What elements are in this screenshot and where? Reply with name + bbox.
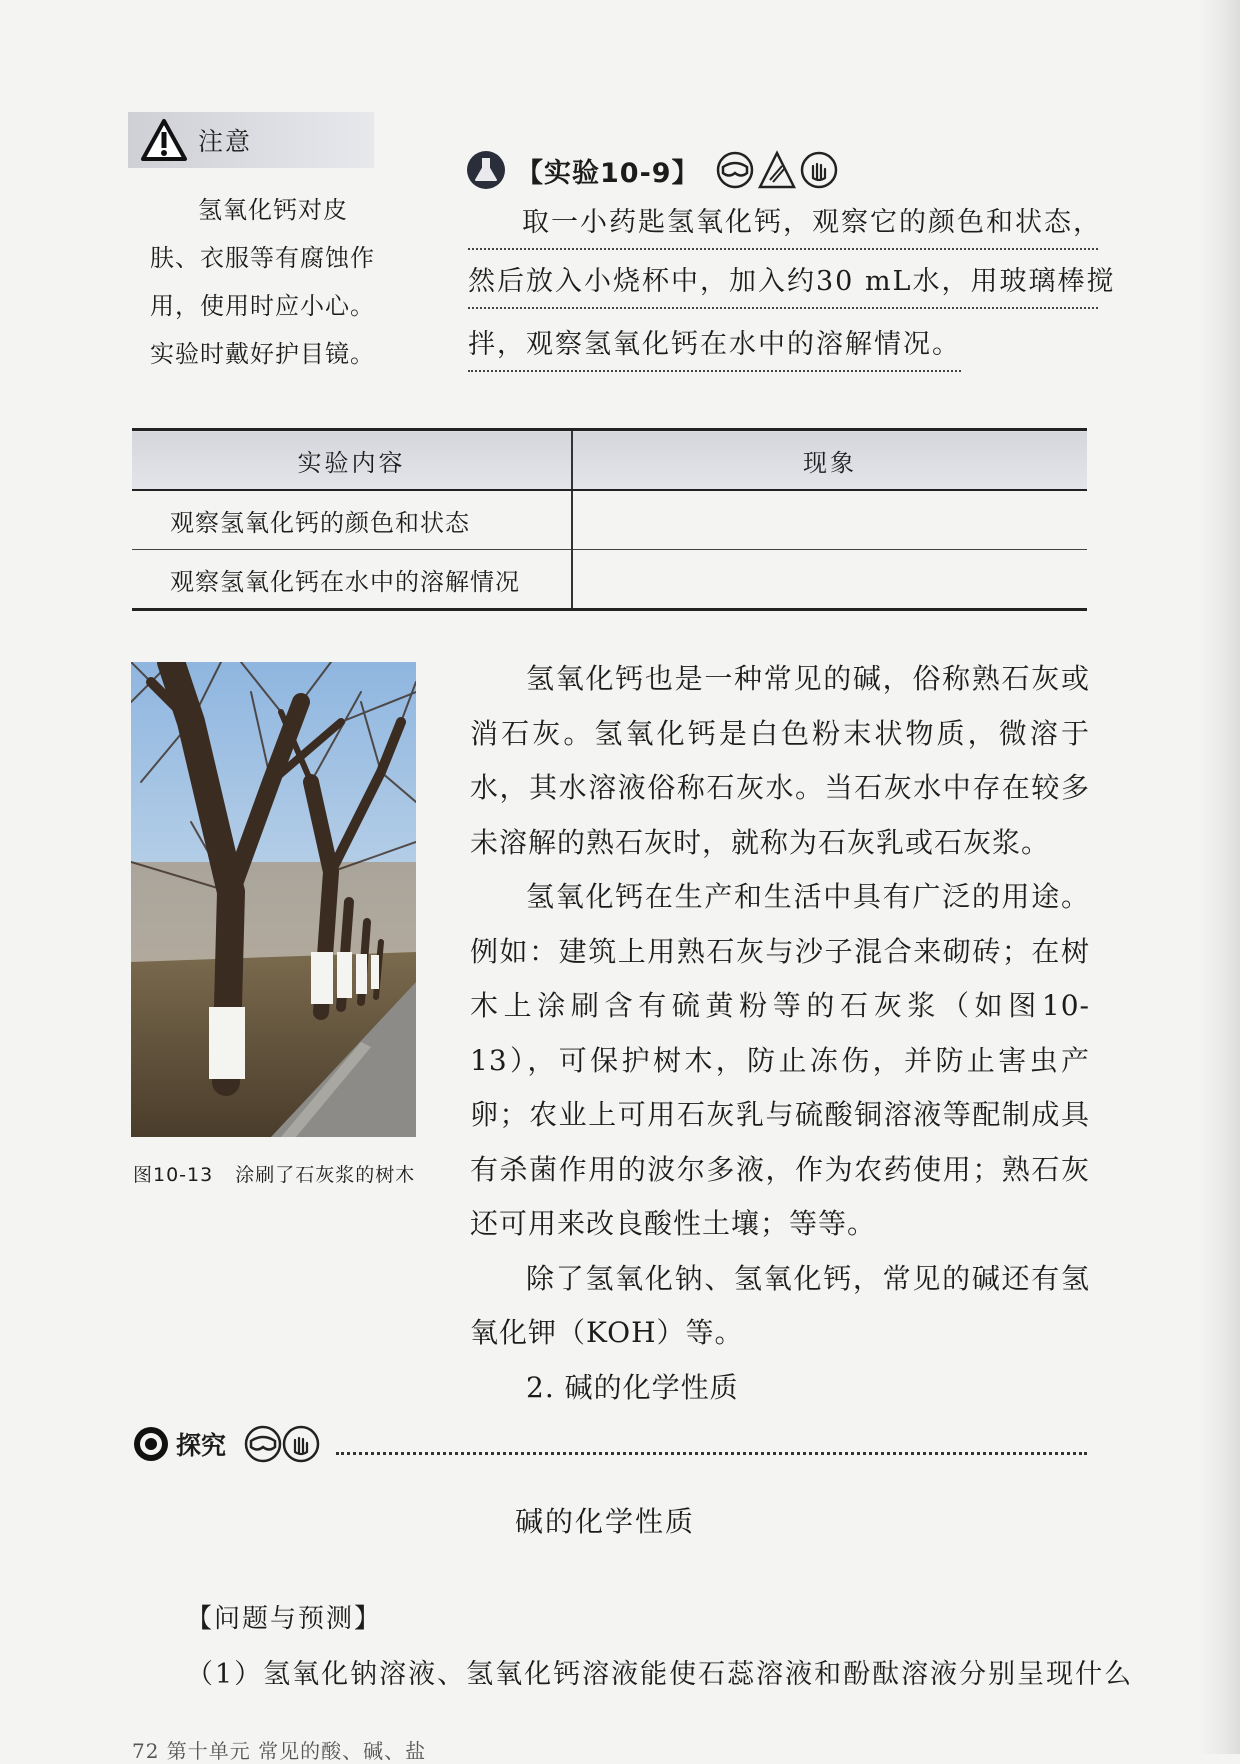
experiment-header xyxy=(466,150,838,190)
experiment-line: 取一小药匙氢氧化钙，观察它的颜色和状态， xyxy=(468,198,1098,250)
warning-triangle-icon xyxy=(140,118,188,162)
goggles-icon xyxy=(244,1424,282,1464)
main-text xyxy=(470,652,1090,1415)
warning-line: 氢氧化钙对皮 xyxy=(198,196,348,224)
page-footer: 72 第十单元 常见的酸、碱、盐 xyxy=(132,1739,427,1763)
warning-line: 用，使用时应小心。 xyxy=(150,292,375,320)
warning-line: 实验时戴好护目镜。 xyxy=(150,340,375,368)
table-header-phenomenon: 现象 xyxy=(572,430,1087,491)
warning-title: 注意 xyxy=(198,127,253,156)
table-cell: 观察氢氧化钙的颜色和状态 xyxy=(132,490,572,550)
experiment-line: 然后放入小烧杯中，加入约30 mL水，用玻璃棒搅 xyxy=(468,257,1098,309)
experiment-title: 【实验10-9】 xyxy=(516,157,700,189)
warning-line: 肤、衣服等有腐蚀作 xyxy=(150,244,375,272)
experiment-table xyxy=(132,428,1087,611)
figure-number: 图10-13 xyxy=(133,1164,214,1186)
goggles-icon xyxy=(716,150,754,190)
warning-header xyxy=(128,112,374,168)
figure-caption-text: 涂刷了石灰浆的树木 xyxy=(235,1164,416,1186)
question-heading: 【问题与预测】 xyxy=(186,1604,383,1634)
warning-text xyxy=(150,186,380,378)
dotted-divider xyxy=(336,1434,1087,1455)
table-row xyxy=(132,490,1087,550)
table-cell-blank xyxy=(572,490,1087,550)
hand-wash-icon xyxy=(282,1424,320,1464)
target-icon xyxy=(132,1424,170,1464)
figure-caption xyxy=(133,1160,437,1187)
explore-bar xyxy=(132,1424,1087,1464)
question-1: （1）氢氧化钠溶液、氢氧化钙溶液能使石蕊溶液和酚酞溶液分别呈现什么 xyxy=(186,1659,1134,1690)
paragraph: 氢氧化钙也是一种常见的碱，俗称熟石灰或消石灰。氢氧化钙是白色粉末状物质，微溶于水，其水溶液俗称石灰水。当石灰水中存在较多未溶解的熟石灰时，就称为石灰乳或石灰浆。 xyxy=(470,662,1090,859)
tree-photo xyxy=(131,662,416,1137)
experiment-text xyxy=(468,198,1116,379)
inquiry-title: 碱的化学性质 xyxy=(514,1505,695,1538)
table-header-content: 实验内容 xyxy=(132,430,572,491)
experiment-line: 拌，观察氢氧化钙在水中的溶解情况。 xyxy=(468,320,961,372)
table-row xyxy=(132,550,1087,610)
section-subheading: 2. 碱的化学性质 xyxy=(526,1370,739,1404)
page-edge-shadow xyxy=(1200,0,1240,1754)
table-cell-blank xyxy=(572,550,1087,610)
paragraph: 除了氢氧化钠、氢氧化钙，常见的碱还有氢氧化钾（KOH）等。 xyxy=(470,1261,1090,1349)
paragraph: 氢氧化钙在生产和生活中具有广泛的用途。例如：建筑上用熟石灰与沙子混合来砌砖；在树木上涂刷含有硫黄粉等的石灰浆（如图10-13），可保护树木，防止冻伤，并防止害虫产卵；农业上可用石灰乳与硫酸铜溶液等配制成具有杀菌作用的波尔多液，作为农药使用；熟石灰还可用来改良酸性土壤；等等。 xyxy=(470,880,1090,1240)
hand-wash-icon xyxy=(800,150,838,190)
explore-label: 探究 xyxy=(176,1431,227,1460)
safety-icons xyxy=(716,150,838,190)
table-header-row xyxy=(132,430,1087,491)
table-cell: 观察氢氧化钙在水中的溶解情况 xyxy=(132,550,572,610)
flask-icon xyxy=(466,150,506,190)
caution-icon xyxy=(758,150,796,190)
